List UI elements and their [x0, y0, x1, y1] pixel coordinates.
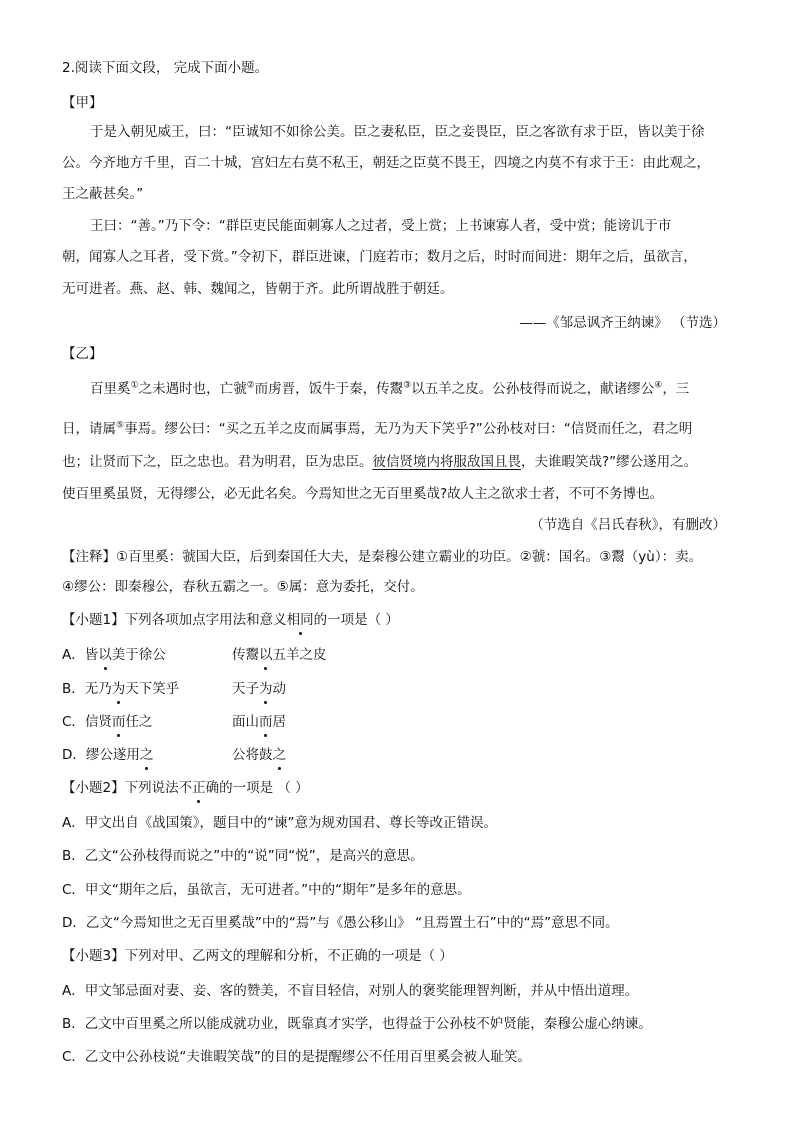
- passage-jia-source: ——《邹忌讽齐王纳谏》 （节选）: [519, 315, 726, 331]
- notes-line2: ④缪公：即秦穆公，春秋五霸之一。⑤属：意为委托，交付。: [62, 579, 424, 595]
- text: 面山: [232, 714, 259, 730]
- emphasis-dotted: 为: [259, 681, 273, 697]
- q1-option-a-left: [62, 645, 166, 665]
- emphasis-dotted: 而: [111, 714, 126, 730]
- text: 的一项是 （ ）: [219, 780, 309, 796]
- q3-option-c: C．乙文中公孙枝说“夫谁暇笑哉”的目的是提醒缪公不任用百里奚会被人耻笑。: [62, 1049, 531, 1065]
- text: 美于徐公: [111, 647, 166, 663]
- q3-option-a: A．甲文邹忌面对妻、妾、客的赞美，不盲目轻信，对别人的褒奖能理智判断，并从中悟出道理。: [62, 983, 639, 999]
- q3-stem: 【小题3】下列对甲、乙两文的理解和分析，不正确的一项是（ ）: [62, 948, 453, 964]
- text: 天子: [232, 681, 259, 697]
- text: 无乃: [84, 681, 112, 697]
- emphasis-dotted: 以: [98, 647, 112, 663]
- q1-option-c-right: [232, 712, 286, 732]
- question-heading: 2.阅读下面文段， 完成下面小题。: [62, 60, 269, 76]
- text: 五羊之皮: [272, 647, 327, 663]
- passage-jia-p1-line2: 公。今齐地方千里，百二十城，宫妇左右莫不私王，朝廷之臣莫不畏王，四境之内莫不有求于王：由此观之，: [62, 155, 710, 171]
- passage-yi-label: 【乙】: [62, 346, 103, 362]
- text: 缪公遂用: [85, 747, 140, 763]
- option-label: B．: [62, 681, 85, 697]
- option-label: D．: [62, 747, 86, 763]
- option-label: C．: [62, 714, 85, 730]
- footnote-ref: ④: [654, 380, 663, 391]
- q2-option-c: C．甲文“期年之后，虽欲言，无可进者。”中的“期年”是多年的意思。: [62, 882, 471, 898]
- text: 天下笑乎: [125, 681, 180, 697]
- q1-option-b-left: [62, 679, 179, 699]
- q1-option-c-left: [62, 712, 152, 732]
- q1-option-d-left: [62, 745, 153, 765]
- passage-jia-p2-line3: 无可进者。燕、赵、韩、魏闻之，皆朝于齐。此所谓战胜于朝廷。: [62, 281, 454, 297]
- passage-yi-line4: 使百里奚虽贤，无得缪公，必无此名矣。今焉知世之无百里奚哉?故人主之欲求士者，不可不务博也。: [62, 486, 664, 502]
- q1-option-d-right: [232, 745, 286, 765]
- q2-option-d: D．乙文“今焉知世之无百里奚哉”中的“焉”与《愚公移山》 “且焉置土石”中的“焉”意思不同。: [62, 915, 619, 931]
- q2-option-b: B．乙文“公孙枝得而说之”中的“说”同“悦”，是高兴的意思。: [62, 848, 424, 864]
- passage-yi-source: （节选自《吕氏春秋》，有删改）: [530, 517, 726, 533]
- q1-stem: [62, 610, 399, 630]
- q3-option-b: B．乙文中百里奚之所以能成就功业，既靠真才实学，也得益于公孙枝不妒贤能，秦穆公虚心纳谏。: [62, 1016, 652, 1032]
- footnote-ref: ①: [130, 380, 139, 391]
- emphasis-dotted: 不正确: [178, 780, 220, 796]
- text: 日，请属: [62, 421, 116, 437]
- underlined-sentence: 彼信贤境内将服敌国且畏: [372, 454, 521, 470]
- text: 也；让贤而下之，臣之忠也。君为明君，臣为忠臣。: [62, 454, 373, 470]
- passage-jia-p2-line2: 朝，闻寡人之耳者，受下赏。”令初下，群臣进谏，门庭若市；数月之后，时时而间进：期年之后，虽欲言，: [62, 249, 697, 265]
- text: 之未遇时也，亡虢: [138, 381, 247, 397]
- emphasis-dotted: 而: [259, 714, 273, 730]
- text: 以五羊之皮。公孙枝得而说之，献诸缪公: [411, 381, 655, 397]
- footnote-ref: ②: [246, 380, 255, 391]
- emphasis-dotted: 之: [272, 747, 286, 763]
- emphasis-dotted: 以: [259, 647, 273, 663]
- text: 动: [272, 681, 286, 697]
- q2-option-a: A．甲文出自《战国策》，题目中的“谏”意为规劝国君、尊长等改正错误。: [62, 815, 497, 831]
- emphasis-dotted: 为: [111, 681, 126, 697]
- passage-yi-line1: [90, 379, 689, 399]
- passage-jia-p1-line3: 王之蔽甚矣。”: [62, 186, 144, 202]
- text: ，夫谁暇笑哉?”缪公遂用之。: [521, 454, 698, 470]
- passage-yi-line2: [62, 419, 692, 439]
- passage-jia-p1-line1: 于是入朝见威王，曰：“臣诚知不如徐公美。臣之妻私臣，臣之妾畏臣，臣之客欲有求于臣，皆以美于徐: [90, 124, 705, 140]
- text: ，三: [662, 381, 690, 397]
- text: 事焉。缪公曰：“买之五羊之皮而属事焉，无乃为天下笑乎?”公孙枝对曰：“信贤而任之，君之明: [124, 421, 693, 437]
- text: 皆: [84, 647, 99, 663]
- text: 公将鼓: [232, 747, 273, 763]
- emphasis-dotted: 相同: [286, 612, 314, 628]
- emphasis-dotted: 之: [139, 747, 154, 763]
- text: 而虏晋，饭牛于秦，传鬻: [254, 381, 404, 397]
- q2-stem: [62, 778, 309, 798]
- q1-option-b-right: [232, 679, 286, 699]
- text: 居: [272, 714, 286, 730]
- text: 百里奚: [90, 381, 131, 397]
- footnote-ref: ⑤: [116, 420, 125, 431]
- text: 【小题1】下列各项加点字用法和意义: [62, 612, 287, 628]
- text: 传鬻: [232, 647, 259, 663]
- passage-jia-label: 【甲】: [62, 95, 103, 111]
- text: 的一项是（ ）: [313, 612, 399, 628]
- text: 任之: [125, 714, 153, 730]
- passage-jia-p2-line1: 王曰：“善。”乃下令：“群臣吏民能面刺寡人之过者，受上赏；上书谏寡人者，受中赏；能谤讥于市: [90, 218, 672, 234]
- notes-line1: 【注释】①百里奚：虢国大臣，后到秦国任大夫，是秦穆公建立霸业的功臣。②虢：国名。③鬻（yù）：卖。: [62, 549, 703, 565]
- q1-option-a-right: [232, 645, 327, 665]
- option-label: A．: [62, 647, 85, 663]
- passage-yi-line3: [62, 452, 697, 472]
- text: 信贤: [84, 714, 112, 730]
- footnote-ref: ③: [403, 380, 412, 391]
- text: 【小题2】下列说法: [62, 780, 179, 796]
